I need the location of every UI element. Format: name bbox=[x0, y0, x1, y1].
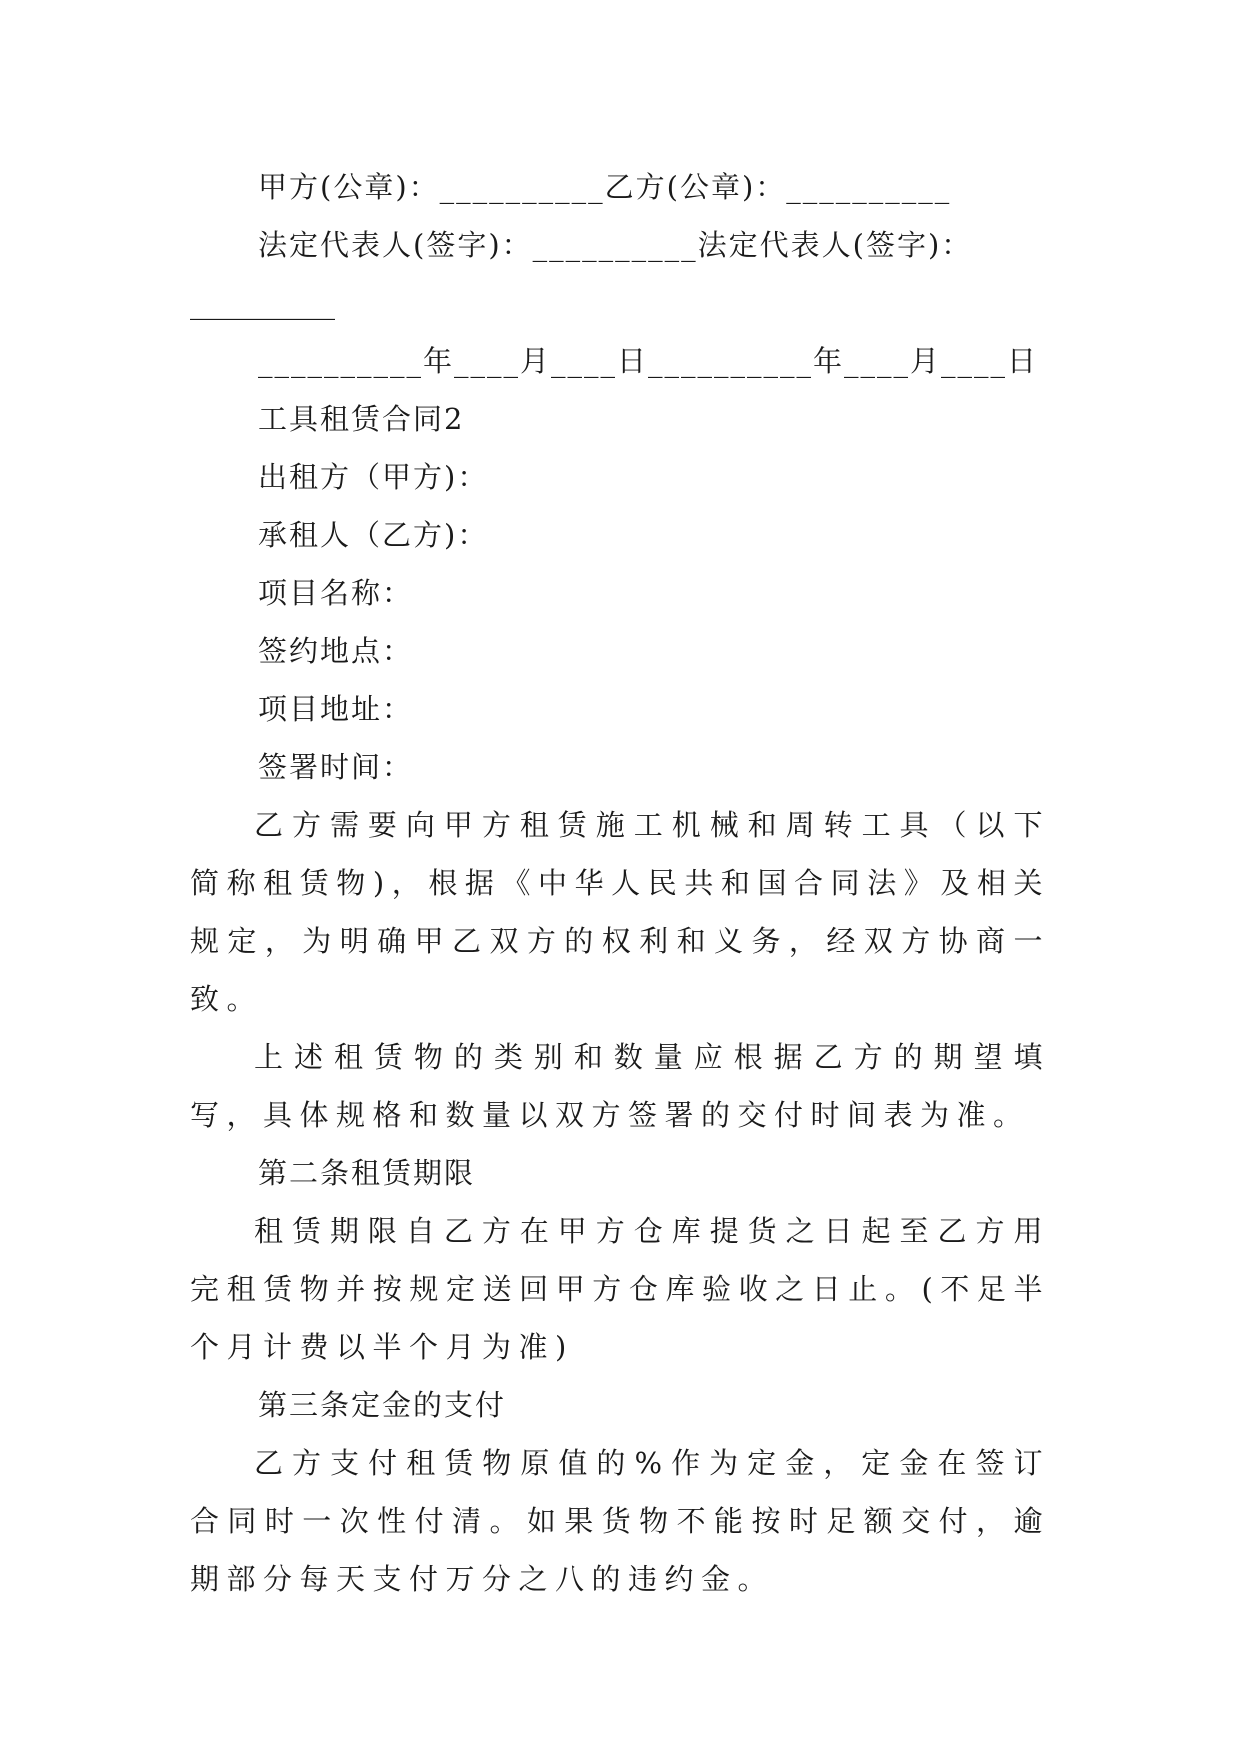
field-signing-time: 签署时间： bbox=[258, 750, 414, 784]
contract-title: 工具租赁合同2 bbox=[258, 402, 465, 436]
article-2-body: 租赁期限自乙方在甲方仓库提货之日起至乙方用完租赁物并按规定送回甲方仓库验收之日止。(不足半个月计费以半个月为准) bbox=[190, 1214, 1050, 1364]
field-lessee: 承租人（乙方)： bbox=[258, 518, 489, 552]
field-signing-place: 签约地点： bbox=[258, 634, 414, 668]
field-project-address: 项目地址： bbox=[258, 692, 414, 726]
article-3-body: 乙方支付租赁物原值的%作为定金，定金在签订合同时一次性付清。如果货物不能按时足额交付，逾期部分每天支付万分之八的违约金。 bbox=[190, 1446, 1050, 1596]
signature-row-representative-blank: __________ bbox=[190, 286, 335, 320]
signature-date-row: __________年____月____日__________年____月____日 bbox=[258, 344, 1039, 378]
field-lessor: 出租方（甲方)： bbox=[258, 460, 489, 494]
article-3-heading: 第三条定金的支付 bbox=[258, 1388, 507, 1422]
document-body bbox=[190, 158, 1050, 1608]
signature-row-representative: 法定代表人(签字)：__________法定代表人(签字)： bbox=[258, 228, 973, 262]
field-project-name: 项目名称： bbox=[258, 576, 414, 610]
article-2-heading: 第二条租赁期限 bbox=[258, 1156, 476, 1190]
paragraph-intro: 乙方需要向甲方租赁施工机械和周转工具（以下简称租赁物)，根据《中华人民共和国合同法》及相关规定，为明确甲乙双方的权利和义务，经双方协商一致。 bbox=[190, 808, 1050, 1016]
paragraph-category: 上述租赁物的类别和数量应根据乙方的期望填写，具体规格和数量以双方签署的交付时间表为准。 bbox=[190, 1040, 1050, 1132]
signature-row-seal: 甲方(公章)：__________乙方(公章)：__________ bbox=[258, 170, 952, 204]
